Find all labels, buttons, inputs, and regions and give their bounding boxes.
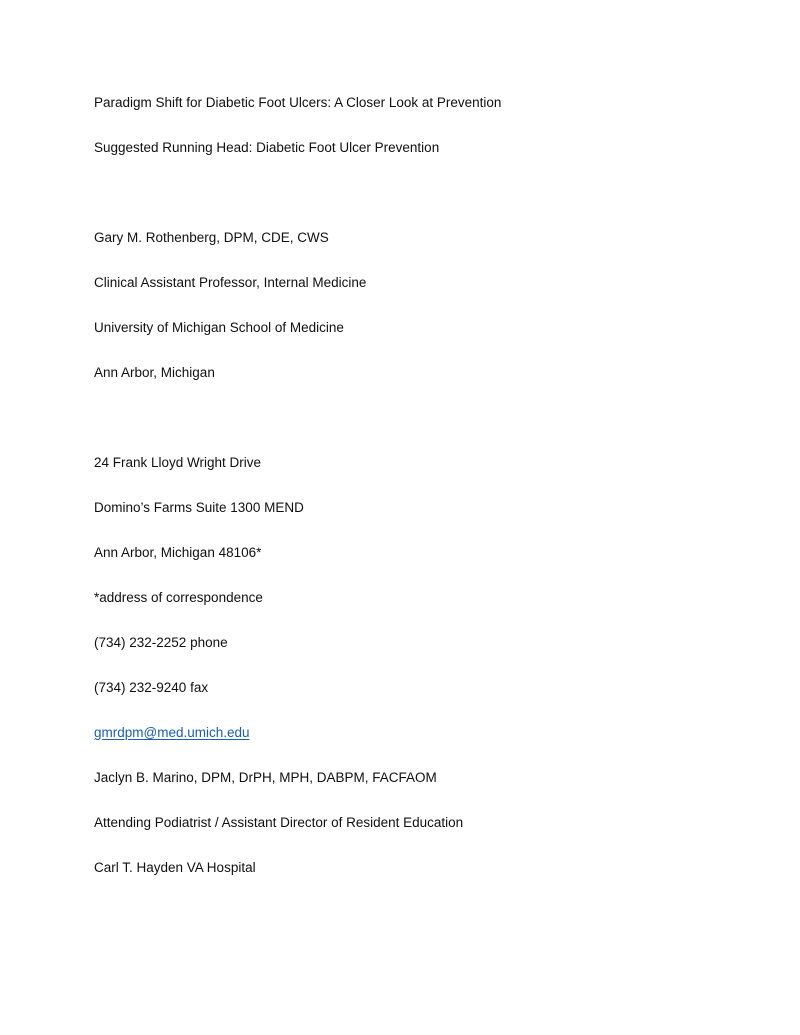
phone-number: (734) 232-2252 phone <box>94 635 228 650</box>
author1-institution: University of Michigan School of Medicine <box>94 320 344 335</box>
author1-position: Clinical Assistant Professor, Internal Medicine <box>94 275 367 290</box>
correspondence-note: *address of correspondence <box>94 590 263 605</box>
author2-institution: Carl T. Hayden VA Hospital <box>94 860 256 875</box>
author1-location: Ann Arbor, Michigan <box>94 365 215 380</box>
author1-name: Gary M. Rothenberg, DPM, CDE, CWS <box>94 230 329 245</box>
fax-number: (734) 232-9240 fax <box>94 680 209 695</box>
running-head: Suggested Running Head: Diabetic Foot Ulcer Prevention <box>94 140 440 155</box>
address-city-zip: Ann Arbor, Michigan 48106* <box>94 545 262 560</box>
author2-position: Attending Podiatrist / Assistant Director of Resident Education <box>94 815 464 830</box>
address-street: 24 Frank Lloyd Wright Drive <box>94 455 262 470</box>
address-suite: Domino’s Farms Suite 1300 MEND <box>94 500 304 515</box>
paper-title: Paradigm Shift for Diabetic Foot Ulcers: A Closer Look at Prevention <box>94 95 502 110</box>
email-link[interactable]: gmrdpm@med.umich.edu <box>94 725 250 740</box>
author2-name: Jaclyn B. Marino, DPM, DrPH, MPH, DABPM, FACFAOM <box>94 770 437 785</box>
